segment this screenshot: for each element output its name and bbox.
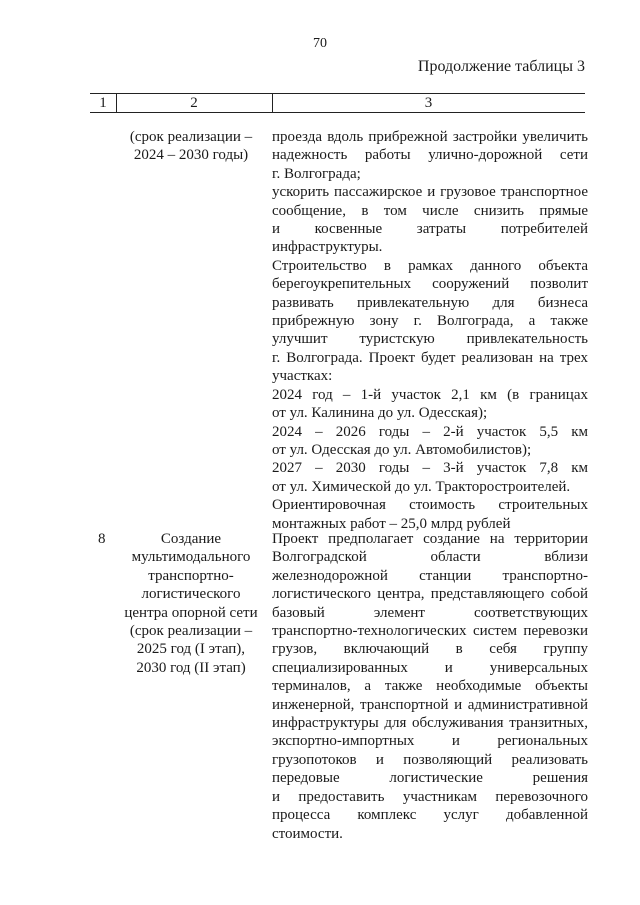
table-continuation-label: Продолжение таблицы 3 — [417, 58, 585, 75]
text-line: железнодорожной станции транспортно- — [272, 567, 588, 584]
text-line: улучшит туристскую привлекательность — [272, 331, 588, 348]
text-line: и предоставить участникам перевозочного — [272, 788, 588, 805]
text-line: инженерной, транспортной и административной — [272, 696, 588, 713]
text-line: грузопотоков и позволяющий реализовать — [272, 751, 588, 768]
text-line: г. Волгограда; — [272, 165, 361, 182]
text-line: базовый элемент соответствующих — [272, 604, 588, 621]
text-line: мультимодального — [131, 549, 251, 566]
text-line: терминалов, а также необходимые объекты — [272, 678, 588, 695]
text-line: транспортно-технологических систем перевозки — [272, 623, 588, 640]
header-col-1: 1 — [99, 95, 107, 111]
text-line: 2024 – 2026 годы – 2-й участок 5,5 км — [272, 423, 588, 440]
text-line: от ул. Одесская до ул. Автомобилистов); — [272, 441, 532, 458]
text-line: монтажных работ – 25,0 млрд рублей — [272, 515, 511, 532]
text-line: (срок реализации – — [129, 623, 253, 640]
text-line: стоимости. — [272, 825, 343, 842]
text-line: и косвенные затраты потребителей — [272, 221, 588, 238]
text-line: 2030 год (II этап) — [136, 659, 246, 676]
text-line: берегоукрепительных сооружений позволит — [272, 276, 588, 293]
text-line: грузов, включающий в себя группу — [272, 641, 588, 658]
text-line: специализированных и универсальных — [272, 659, 588, 676]
row-8-number: 8 — [98, 531, 106, 547]
text-line: развивать привлекательную для бизнеса — [272, 294, 588, 311]
row-a-description — [272, 128, 588, 533]
text-line: 2024 – 2030 годы) — [133, 147, 249, 164]
text-line: 2027 – 2030 годы – 3-й участок 7,8 км — [272, 460, 588, 477]
text-line: (срок реализации – — [129, 129, 253, 145]
text-line: транспортно- — [148, 567, 234, 584]
text-line: передовые логистические решения — [272, 770, 588, 787]
header-col-2: 2 — [190, 95, 198, 111]
text-line: центра опорной сети — [124, 604, 258, 621]
text-line: логистического центра, представляющего собой — [272, 586, 588, 603]
row-8-description — [272, 530, 588, 843]
text-line: Проект предполагает создание на территории — [272, 531, 588, 547]
text-line: инфраструктуры для обслуживания транзитных, — [272, 715, 588, 732]
text-line: от ул. Калинина до ул. Одесская); — [272, 405, 488, 422]
text-line: экспортно-импортных и региональных — [272, 733, 588, 750]
text-line: ускорить пассажирское и грузовое транспортное — [272, 184, 588, 201]
text-line: Волгоградской области вблизи — [272, 549, 588, 566]
text-line: проезда вдоль прибрежной застройки увеличить — [272, 129, 588, 145]
header-col-3: 3 — [424, 95, 433, 111]
text-line: 2024 год – 1-й участок 2,1 км (в границах — [272, 386, 588, 403]
text-line: Строительство в рамках данного объекта — [272, 257, 588, 274]
text-line: Создание — [160, 531, 222, 547]
text-line: инфраструктуры. — [272, 239, 383, 256]
text-line: г. Волгограда. Проект будет реализован на трех — [272, 349, 588, 366]
row-8-project-name — [116, 530, 266, 677]
text-line: надежность работы улично-дорожной сети — [272, 147, 588, 164]
text-line: от ул. Химической до ул. Тракторостроителей. — [272, 478, 571, 495]
text-line: логистического — [141, 586, 241, 603]
text-line: участках: — [272, 368, 333, 385]
text-line: сообщение, в том числе снизить прямые — [272, 202, 588, 219]
page-number: 70 — [313, 36, 327, 51]
text-line: Ориентировочная стоимость строительных — [272, 497, 588, 514]
text-line: прибрежную зону г. Волгограда, а также — [272, 313, 588, 330]
row-a-project-name — [116, 128, 266, 165]
text-line: процесса комплекс услуг добавленной — [272, 807, 588, 824]
table-header-row — [90, 93, 585, 113]
text-line: 2025 год (I этап), — [136, 641, 246, 658]
